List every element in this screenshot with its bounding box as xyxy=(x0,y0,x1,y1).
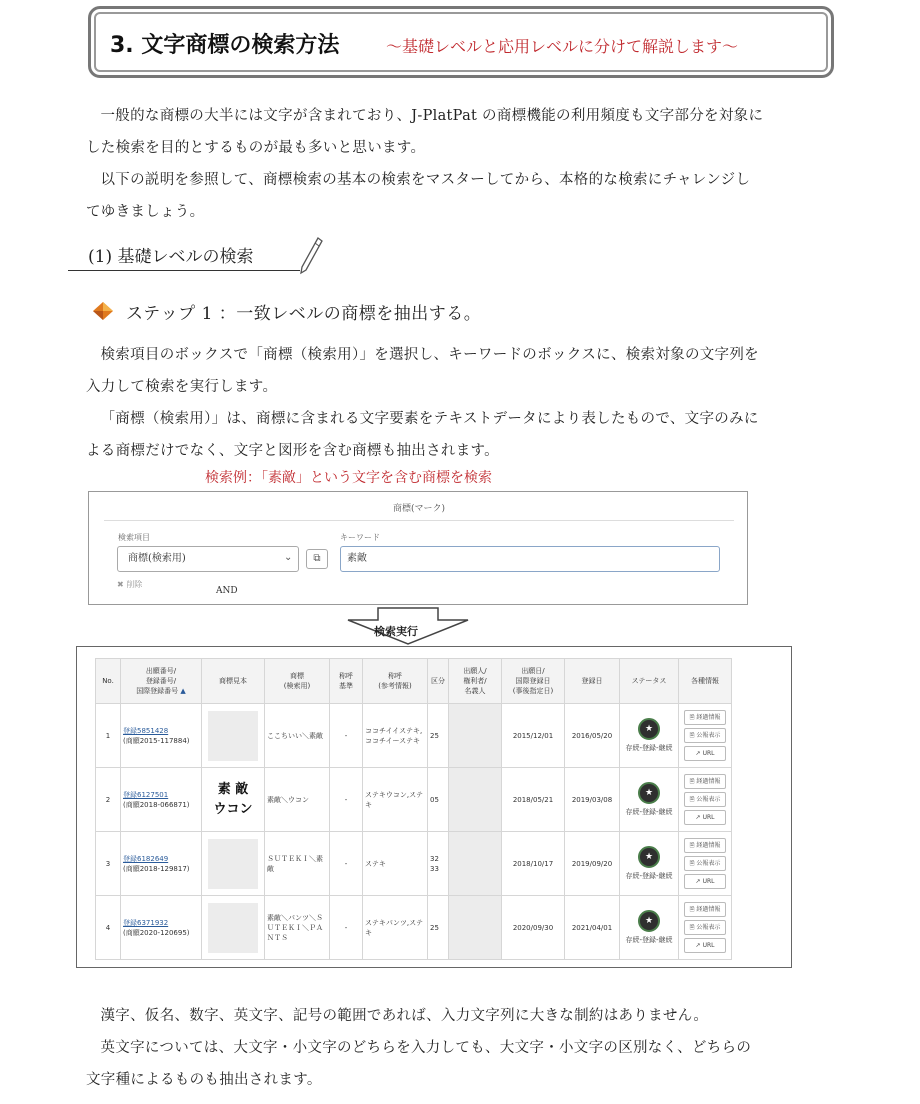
col-registered[interactable]: 登録日 xyxy=(565,659,620,704)
keyword-label: キーワード xyxy=(340,533,380,542)
row-filed: 2015/12/01 xyxy=(502,704,565,768)
row-ref: - xyxy=(330,768,363,832)
row-info xyxy=(679,896,732,960)
external-link-icon: ↗ xyxy=(695,942,701,949)
execute-search-label: 検索実行 xyxy=(374,625,418,638)
row-image xyxy=(202,832,265,896)
document-icon: 🗎 xyxy=(689,842,695,849)
row-reading: ステキ xyxy=(363,832,428,896)
intro-paragraph xyxy=(86,100,836,228)
col-number-label: 出願番号/ 登録番号/ 国際登録番号 xyxy=(136,667,179,695)
step-line: 検索項目のボックスで「商標（検索用）」を選択し、キーワードのボックスに、検索対象の文字列を xyxy=(100,347,759,363)
row-info xyxy=(679,832,732,896)
row-ref: - xyxy=(330,704,363,768)
row-class: 32 33 xyxy=(428,832,449,896)
external-link-icon: ↗ xyxy=(695,750,701,757)
row-status xyxy=(620,768,679,832)
col-info: 各種情報 xyxy=(679,659,732,704)
gazette-button[interactable] xyxy=(684,920,726,935)
search-form-heading: 商標(マーク) xyxy=(104,498,734,521)
document-icon: 🗎 xyxy=(689,906,695,913)
application-number: (商願2015-117884) xyxy=(123,736,190,745)
url-label: URL xyxy=(702,750,715,757)
row-registered: 2016/05/20 xyxy=(565,704,620,768)
row-mark: 素敵＼パンツ＼ＳＵＴＥＫＩ＼ＰＡＮＴＳ xyxy=(265,896,330,960)
row-class: 25 xyxy=(428,896,449,960)
document-icon: 🗎 xyxy=(689,732,695,739)
closing-line: 文字種によるものも抽出されます。 xyxy=(86,1072,322,1088)
external-link-icon: ↗ xyxy=(695,878,701,885)
delete-label: 削除 xyxy=(126,580,143,589)
col-ref[interactable]: 称呼 基準 xyxy=(330,659,363,704)
example-caption: 検索例：「素敵」という文字を含む商標を検索 xyxy=(205,470,492,486)
step-line: 入力して検索を実行します。 xyxy=(86,379,278,395)
row-registered: 2021/04/01 xyxy=(565,896,620,960)
search-field-select[interactable]: 商標(検索用) xyxy=(117,546,299,572)
page-subtitle: 〜基礎レベルと応用レベルに分けて解説します〜 xyxy=(386,37,739,56)
row-filed: 2020/09/30 xyxy=(502,896,565,960)
row-registered: 2019/03/08 xyxy=(565,768,620,832)
row-no: 3 xyxy=(96,832,121,896)
row-no: 2 xyxy=(96,768,121,832)
row-image xyxy=(202,768,265,832)
col-number[interactable] xyxy=(121,659,202,704)
row-mark: 素敵＼ウコン xyxy=(265,768,330,832)
external-link-icon: ↗ xyxy=(695,814,701,821)
pencil-icon xyxy=(298,236,324,276)
application-number: (商願2018-129817) xyxy=(123,864,190,873)
row-number xyxy=(121,768,202,832)
medal-icon: ★ xyxy=(638,782,660,804)
step-line: 「商標（検索用）」は、商標に含まれる文字要素をテキストデータにより表したもので、文字のみに xyxy=(100,411,759,427)
url-label: URL xyxy=(702,878,715,885)
intro-line: 以下の説明を参照して、商標検索の基本の検索をマスターしてから、本格的な検索にチャレンジし xyxy=(100,172,751,188)
col-class: 区分 xyxy=(428,659,449,704)
intro-line: 一般的な商標の大半には文字が含まれており、J-PlatPat の商標機能の利用頻度も文字部分を対象に xyxy=(100,108,764,124)
table-row xyxy=(96,704,732,768)
table-row xyxy=(96,832,732,896)
application-number: (商願2018-066871) xyxy=(123,800,190,809)
gazette-label: 公報表示 xyxy=(696,860,721,867)
row-applicant xyxy=(449,896,502,960)
keyword-input[interactable]: 素敵 xyxy=(340,546,720,572)
gazette-button[interactable] xyxy=(684,856,726,871)
step-heading: ステップ 1 ：一致レベルの商標を抽出する。 xyxy=(126,304,482,324)
gazette-label: 公報表示 xyxy=(696,924,721,931)
row-number xyxy=(121,704,202,768)
row-filed: 2018/05/21 xyxy=(502,768,565,832)
row-mark: ここちいい＼素敵 xyxy=(265,704,330,768)
status-text: 存続-登録-継続 xyxy=(625,936,673,944)
row-image xyxy=(202,704,265,768)
close-icon: ✖ xyxy=(117,580,127,589)
col-status[interactable]: ステータス xyxy=(620,659,679,704)
row-status xyxy=(620,704,679,768)
url-label: URL xyxy=(702,814,715,821)
section-heading: (1) 基礎レベルの検索 xyxy=(88,247,254,267)
row-registered: 2019/09/20 xyxy=(565,832,620,896)
diamond-bullet-icon xyxy=(92,301,114,321)
intro-line: てゆきましょう。 xyxy=(86,204,205,220)
url-button[interactable] xyxy=(684,938,726,953)
intro-line: した検索を目的とするものが最も多いと思います。 xyxy=(86,140,426,156)
row-filed: 2018/10/17 xyxy=(502,832,565,896)
status-text: 存続-登録-継続 xyxy=(625,744,673,752)
row-reading: ステキパンツ,ステキ xyxy=(363,896,428,960)
trademark-image: 素 敵 ウコン xyxy=(213,781,253,817)
col-mark: 商標 (検索用) xyxy=(265,659,330,704)
step-line: よる商標だけでなく、文字と図形を含む商標も抽出されます。 xyxy=(86,443,499,459)
table-header-row xyxy=(96,659,732,704)
col-no: No. xyxy=(96,659,121,704)
document-icon: 🗎 xyxy=(689,860,695,867)
application-number: (商願2020-120695) xyxy=(123,928,190,937)
gazette-label: 公報表示 xyxy=(696,796,721,803)
status-text: 存続-登録-継続 xyxy=(625,808,673,816)
row-applicant xyxy=(449,768,502,832)
row-reading: ココチイイステキ,ココチイーステキ xyxy=(363,704,428,768)
url-button[interactable] xyxy=(684,874,726,889)
history-label: 経過情報 xyxy=(696,714,721,721)
page-title: 3. 文字商標の検索方法 xyxy=(110,33,340,58)
medal-icon: ★ xyxy=(638,910,660,932)
history-label: 経過情報 xyxy=(696,778,721,785)
trademark-image xyxy=(208,903,258,953)
history-button[interactable] xyxy=(684,774,726,789)
status-text: 存続-登録-継続 xyxy=(625,872,673,880)
delete-row-button[interactable] xyxy=(117,579,142,590)
closing-paragraph xyxy=(86,1000,836,1096)
document-icon: 🗎 xyxy=(689,924,695,931)
history-button[interactable] xyxy=(684,838,726,853)
row-class: 25 xyxy=(428,704,449,768)
medal-icon: ★ xyxy=(638,846,660,868)
row-status xyxy=(620,896,679,960)
registration-link[interactable]: 登録6127501 xyxy=(123,790,169,799)
field-label: 検索項目 xyxy=(118,533,150,542)
row-number xyxy=(121,896,202,960)
chevron-down-icon[interactable]: ⌄ xyxy=(284,552,293,563)
sort-icon[interactable]: ▲ xyxy=(180,687,186,695)
history-button[interactable] xyxy=(684,710,726,725)
row-mark: ＳＵＴＥＫＩ＼素敵 xyxy=(265,832,330,896)
step-paragraph xyxy=(86,339,836,467)
gazette-button[interactable] xyxy=(684,728,726,743)
registration-link[interactable]: 登録6371932 xyxy=(123,918,169,927)
row-image xyxy=(202,896,265,960)
copy-icon[interactable]: ⧉ xyxy=(306,549,328,569)
url-button[interactable] xyxy=(684,810,726,825)
results-table xyxy=(95,658,732,960)
col-reading: 称呼 (参考情報) xyxy=(363,659,428,704)
col-filed[interactable]: 出願日/ 国際登録日 (事後指定日) xyxy=(502,659,565,704)
row-applicant xyxy=(449,704,502,768)
row-reading: ステキウコン,ステキ xyxy=(363,768,428,832)
history-label: 経過情報 xyxy=(696,842,721,849)
row-no: 4 xyxy=(96,896,121,960)
document-icon: 🗎 xyxy=(689,778,695,785)
and-operator: AND xyxy=(216,586,238,596)
medal-icon: ★ xyxy=(638,718,660,740)
table-row xyxy=(96,768,732,832)
document-icon: 🗎 xyxy=(689,796,695,803)
document-icon: 🗎 xyxy=(689,714,695,721)
history-button[interactable] xyxy=(684,902,726,917)
gazette-button[interactable] xyxy=(684,792,726,807)
trademark-image xyxy=(208,839,258,889)
row-number xyxy=(121,832,202,896)
row-ref: - xyxy=(330,832,363,896)
row-applicant xyxy=(449,832,502,896)
row-ref: - xyxy=(330,896,363,960)
url-button[interactable] xyxy=(684,746,726,761)
trademark-image xyxy=(208,711,258,761)
row-no: 1 xyxy=(96,704,121,768)
table-row xyxy=(96,896,732,960)
closing-line: 英文字については、大文字・小文字のどちらを入力しても、大文字・小文字の区別なく、どちらの xyxy=(100,1040,752,1056)
row-info xyxy=(679,768,732,832)
closing-line: 漢字、仮名、数字、英文字、記号の範囲であれば、入力文字列に大きな制約はありません。 xyxy=(100,1008,709,1024)
row-status xyxy=(620,832,679,896)
heading-underline xyxy=(68,270,300,271)
col-applicant: 出願人/ 権利者/ 名義人 xyxy=(449,659,502,704)
url-label: URL xyxy=(702,942,715,949)
row-class: 05 xyxy=(428,768,449,832)
registration-link[interactable]: 登録6182649 xyxy=(123,854,169,863)
registration-link[interactable]: 登録5851428 xyxy=(123,726,169,735)
row-info xyxy=(679,704,732,768)
history-label: 経過情報 xyxy=(696,906,721,913)
col-image: 商標見本 xyxy=(202,659,265,704)
gazette-label: 公報表示 xyxy=(696,732,721,739)
